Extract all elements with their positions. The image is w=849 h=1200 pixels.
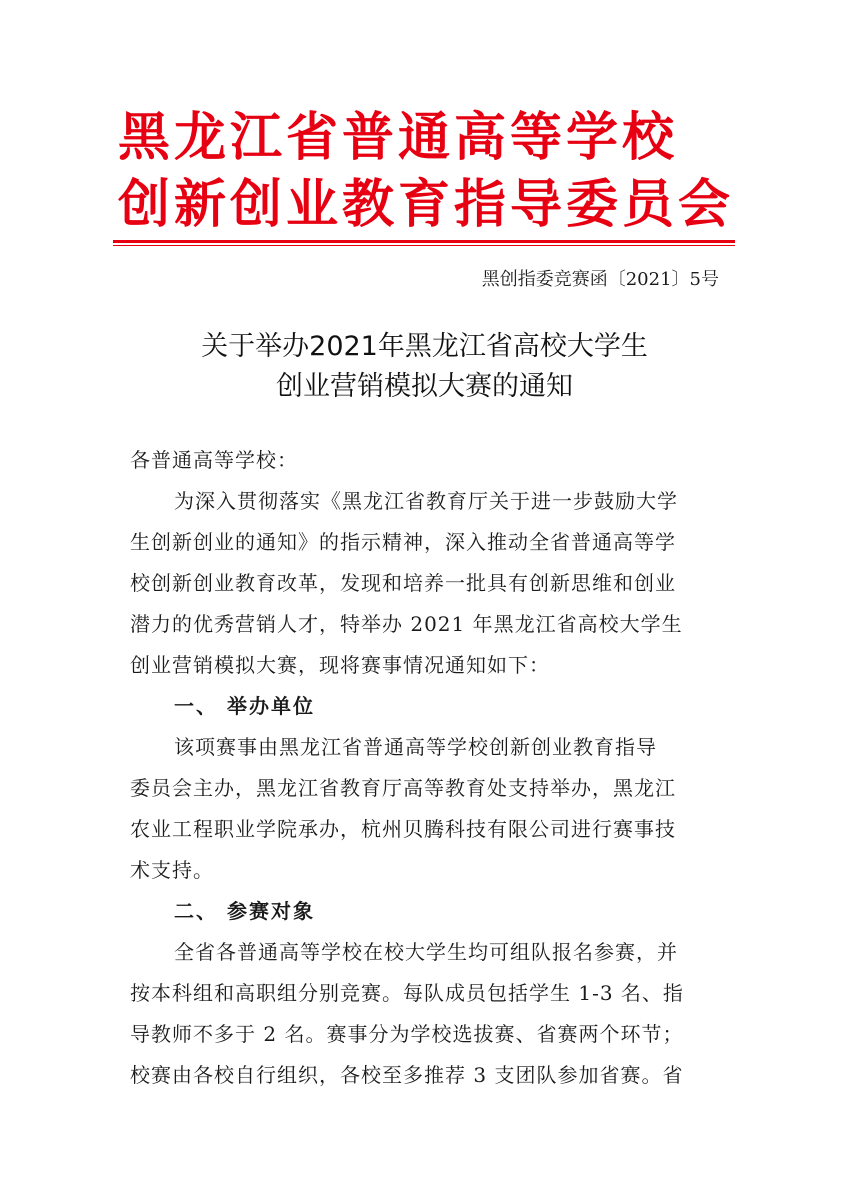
document-title-line1: 关于举办2021年黑龙江省高校大学生 [201,331,648,362]
section-heading-participants: 二、 参赛对象 [174,899,315,923]
document-number: 黑创指委竞赛函〔2021〕5号 [481,269,719,290]
header-divider-thin [113,245,735,246]
paragraph-line: 潜力的优秀营销人才，特举办 2021 年黑龙江省高校大学生 [130,612,683,636]
section-heading-organizer: 一、 举办单位 [174,694,315,718]
issuing-org-title-line1: 黑龙江省普通高等学校 [118,107,679,168]
paragraph-line: 委员会主办，黑龙江省教育厅高等教育处支持举办，黑龙江 [130,776,676,800]
paragraph-line: 农业工程职业学院承办，杭州贝腾科技有限公司进行赛事技 [130,817,676,841]
paragraph-line: 生创新创业的通知》的指示精神，深入推动全省普通高等学 [130,530,676,554]
paragraph-line: 该项赛事由黑龙江省普通高等学校创新创业教育指导 [174,735,657,759]
salutation: 各普通高等学校： [130,448,298,472]
document-body [130,440,720,1096]
paragraph-line: 校赛由各校自行组织，各校至多推荐 3 支团队参加省赛。省 [130,1063,684,1087]
paragraph-line: 为深入贯彻落实《黑龙江省教育厅关于进一步鼓励大学 [174,489,678,513]
paragraph-line: 导教师不多于 2 名。赛事分为学校选拔赛、省赛两个环节； [130,1022,684,1046]
issuing-org-title-line2: 创新创业教育指导委员会 [118,174,735,235]
paragraph-line: 校创新创业教育改革，发现和培养一批具有创新思维和创业 [130,571,676,595]
paragraph-line: 按本科组和高职组分别竞赛。每队成员包括学生 1-3 名、指 [130,981,684,1005]
paragraph-line: 全省各普通高等学校在校大学生均可组队报名参赛，并 [174,940,678,964]
paragraph-line: 术支持。 [130,858,214,882]
paragraph-line: 创业营销模拟大赛，现将赛事情况通知如下： [130,653,550,677]
header-divider-thick [113,240,735,243]
document-title-line2: 创业营销模拟大赛的通知 [276,371,573,402]
